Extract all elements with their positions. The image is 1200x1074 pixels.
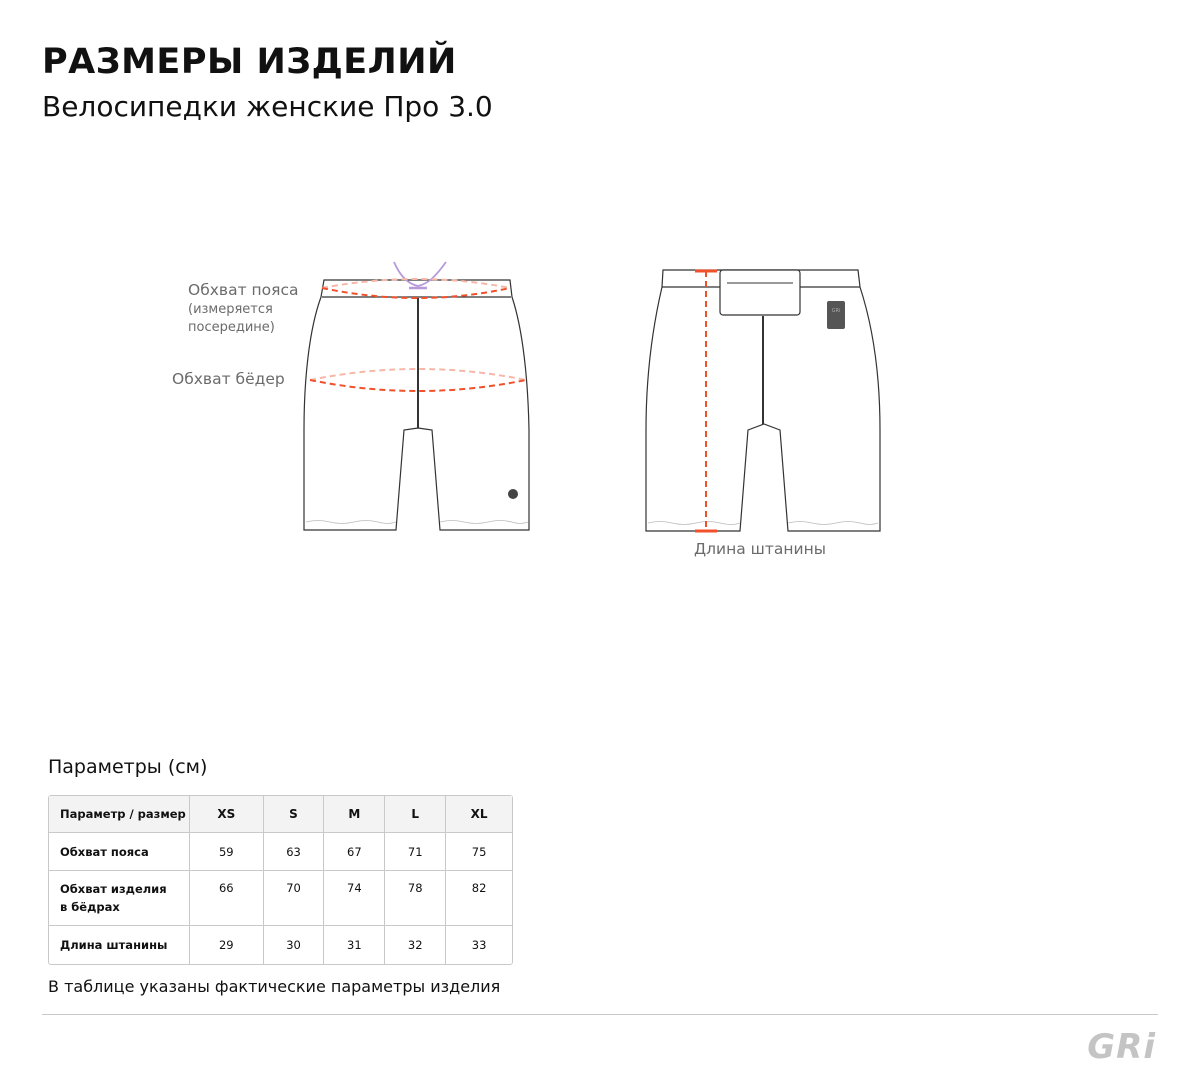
table-cell: 82 xyxy=(446,871,512,926)
row-label-waist: Обхват пояса xyxy=(49,833,190,871)
table-cell: 70 xyxy=(264,871,325,926)
table-cell: 31 xyxy=(324,926,385,964)
table-cell: 78 xyxy=(385,871,446,926)
table-cell: 71 xyxy=(385,833,446,871)
params-title: Параметры (см) xyxy=(48,756,208,778)
back-logo-patch xyxy=(827,301,845,329)
table-row xyxy=(49,871,512,926)
table-cell: 32 xyxy=(385,926,446,964)
table-cell: 30 xyxy=(264,926,325,964)
row-label-hips-line2: в бёдрах xyxy=(60,900,120,914)
product-name: Велосипедки женские Про 3.0 xyxy=(42,90,493,123)
table-cell: 59 xyxy=(190,833,264,871)
waist-note: (измеряется посередине) xyxy=(188,302,275,335)
table-row xyxy=(49,926,512,964)
footer-divider xyxy=(42,1014,1158,1015)
logo-dot xyxy=(508,489,518,499)
row-label-length: Длина штанины xyxy=(49,926,190,964)
header-param: Параметр / размер xyxy=(49,796,190,833)
table-note: В таблице указаны фактические параметры изделия xyxy=(48,977,501,996)
header-size-s: S xyxy=(264,796,325,833)
table-cell: 29 xyxy=(190,926,264,964)
waist-label: Обхват пояса xyxy=(188,281,299,299)
header-size-xl: XL xyxy=(446,796,512,833)
table-cell: 67 xyxy=(324,833,385,871)
page-title: РАЗМЕРЫ ИЗДЕЛИЙ xyxy=(42,42,457,82)
svg-text:GRi: GRi xyxy=(831,308,841,314)
table-cell: 74 xyxy=(324,871,385,926)
table-cell: 75 xyxy=(446,833,512,871)
table-header-row xyxy=(49,796,512,833)
table-row xyxy=(49,833,512,871)
header-size-m: M xyxy=(324,796,385,833)
row-label-hips-line1: Обхват изделия xyxy=(60,882,167,896)
header-size-l: L xyxy=(385,796,446,833)
table-cell: 66 xyxy=(190,871,264,926)
table-cell: 33 xyxy=(471,938,487,952)
front-view-shorts xyxy=(304,280,529,530)
brand-logo: GRi xyxy=(1087,1027,1156,1067)
table-cell: 63 xyxy=(264,833,325,871)
size-table xyxy=(48,795,513,965)
header-size-xs: XS xyxy=(190,796,264,833)
length-label: Длина штанины xyxy=(694,540,826,558)
hip-label: Обхват бёдер xyxy=(172,370,285,388)
row-label-hips xyxy=(49,871,190,926)
